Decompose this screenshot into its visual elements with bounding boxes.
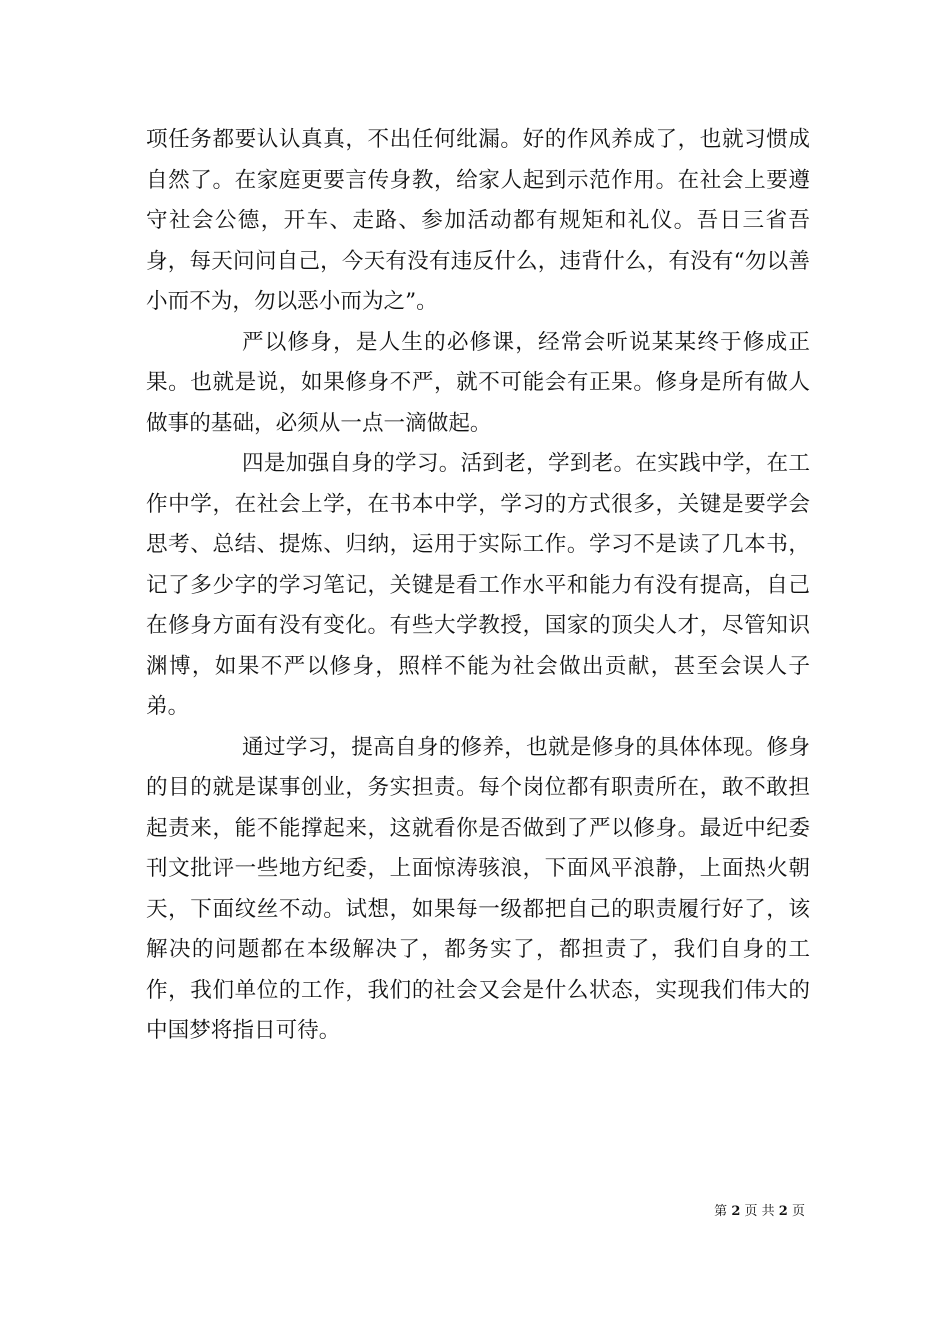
document-body xyxy=(146,120,810,1052)
paragraph-4: 通过学习，提高自身的修养，也就是修身的具体体现。修身的目的就是谋事创业，务实担责。每个岗位都有职责所在，敢不敢担起责来，能不能撑起来，这就看你是否做到了严以修身。最近中纪委刊文批评一些地方纪委，上面惊涛骇浪，下面风平浪静，上面热火朝天，下面纹丝不动。试想，如果每一级都把自己的职责履行好了，该解决的问题都在本级解决了，都务实了，都担责了，我们自身的工作，我们单位的工作，我们的社会又会是什么状态，实现我们伟大的中国梦将指日可待。 xyxy=(146,734,810,1043)
paragraph-3: 四是加强自身的学习。活到老，学到老。在实践中学，在工作中学，在社会上学，在书本中学，学习的方式很多，关键是要学会思考、总结、提炼、归纳，运用于实际工作。学习不是读了几本书，记了多少字的学习笔记，关键是看工作水平和能力有没有提高，自己在修身方面有没有变化。有些大学教授，国家的顶尖人才，尽管知识渊博，如果不严以修身，照样不能为社会做出贡献，甚至会误人子弟。 xyxy=(146,451,810,719)
footer-prefix: 第 xyxy=(714,1204,728,1219)
paragraph-2: 严以修身，是人生的必修课，经常会听说某某终于修成正果。也就是说，如果修身不严，就不可能会有正果。修身是所有做人做事的基础，必须从一点一滴做起。 xyxy=(146,329,810,436)
footer-middle: 页 共 xyxy=(744,1204,775,1219)
page-number-footer xyxy=(714,1204,805,1220)
paragraph-1: 项任务都要认认真真，不出任何纰漏。好的作风养成了，也就习惯成自然了。在家庭更要言传身教，给家人起到示范作用。在社会上要遵守社会公德，开车、走路、参加活动都有规矩和礼仪。吾日三省吾身，每天问问自己，今天有没有违反什么，违背什么，有没有“勿以善小而不为，勿以恶小而为之”。 xyxy=(146,127,810,314)
current-page-number: 2 xyxy=(731,1204,741,1219)
total-pages-number: 2 xyxy=(778,1204,788,1219)
footer-suffix: 页 xyxy=(791,1204,805,1219)
